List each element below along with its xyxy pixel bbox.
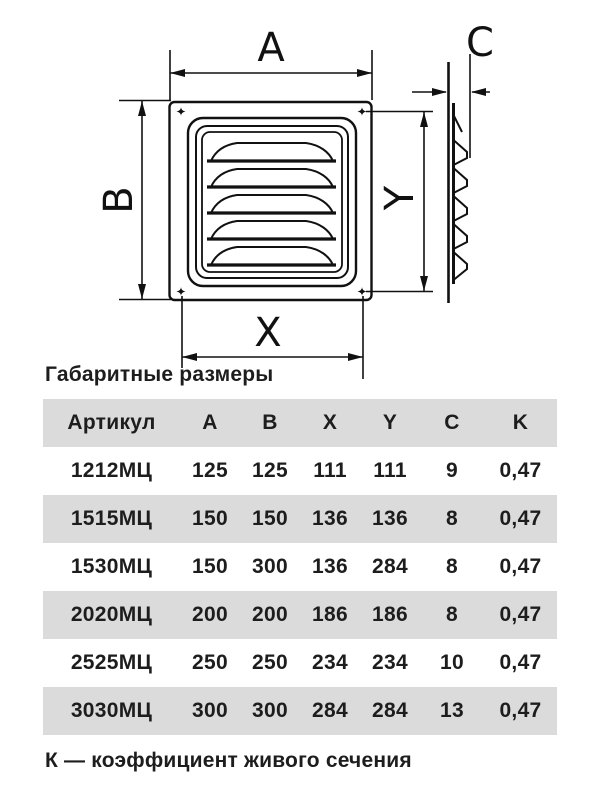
cell-article: 2525МЦ bbox=[70, 651, 153, 674]
cell: 284 bbox=[360, 687, 420, 735]
cell: 200 bbox=[240, 591, 300, 639]
dimension-a bbox=[170, 25, 372, 100]
table-row bbox=[43, 591, 557, 639]
col-header-article: Артикул bbox=[43, 399, 180, 447]
cell: 125 bbox=[192, 459, 228, 482]
cell: 300 bbox=[180, 687, 240, 735]
dimensions-table bbox=[43, 399, 557, 735]
table-row bbox=[43, 447, 557, 495]
footnote-k-coefficient: К — коэффициент живого сечения bbox=[45, 749, 412, 772]
cell: 0,47 bbox=[484, 495, 557, 543]
cell: 111 bbox=[313, 459, 347, 482]
dim-label-c: C bbox=[466, 20, 494, 66]
table-row bbox=[43, 495, 557, 543]
dim-label-b: B bbox=[96, 186, 142, 214]
dim-label-y: Y bbox=[377, 185, 423, 211]
louver-slats bbox=[207, 143, 336, 265]
cell: 8 bbox=[446, 555, 458, 578]
cell: 0,47 bbox=[499, 459, 542, 482]
cell: 111 bbox=[373, 459, 407, 482]
col-header-y: Y bbox=[360, 399, 420, 447]
cell-article: 1515МЦ bbox=[43, 495, 180, 543]
cell: 0,47 bbox=[484, 591, 557, 639]
cell: 9 bbox=[446, 459, 458, 482]
cell: 300 bbox=[252, 555, 288, 578]
cell: 136 bbox=[312, 555, 348, 578]
cell-article: 1530МЦ bbox=[70, 555, 153, 578]
cell: 200 bbox=[180, 591, 240, 639]
cell: 250 bbox=[192, 651, 228, 674]
screw-hole-icon bbox=[177, 107, 367, 296]
cell: 0,47 bbox=[499, 555, 542, 578]
cell: 186 bbox=[300, 591, 360, 639]
cell-article: 2020МЦ bbox=[43, 591, 180, 639]
cell: 150 bbox=[192, 555, 228, 578]
cell: 125 bbox=[252, 459, 288, 482]
cell: 0,47 bbox=[499, 651, 542, 674]
table-header-row bbox=[43, 399, 557, 447]
cell: 300 bbox=[240, 687, 300, 735]
table-row bbox=[43, 687, 557, 735]
cell-article: 1212МЦ bbox=[70, 459, 153, 482]
table-row bbox=[43, 543, 557, 591]
side-view bbox=[449, 62, 468, 303]
cell: 234 bbox=[312, 651, 348, 674]
cell: 136 bbox=[360, 495, 420, 543]
cell: 8 bbox=[420, 591, 484, 639]
section-title: Габаритные размеры bbox=[45, 363, 274, 386]
col-header-a: A bbox=[180, 399, 240, 447]
front-view bbox=[170, 102, 372, 300]
cell: 150 bbox=[180, 495, 240, 543]
col-header-c: C bbox=[420, 399, 484, 447]
dimension-b bbox=[96, 101, 171, 300]
cell: 250 bbox=[252, 651, 288, 674]
table-row bbox=[43, 639, 557, 687]
dim-label-x: X bbox=[254, 310, 282, 356]
cell: 13 bbox=[420, 687, 484, 735]
cell: 150 bbox=[240, 495, 300, 543]
cell: 284 bbox=[372, 555, 408, 578]
cell: 136 bbox=[300, 495, 360, 543]
cell: 284 bbox=[300, 687, 360, 735]
cell-article: 3030МЦ bbox=[43, 687, 180, 735]
cell: 0,47 bbox=[484, 687, 557, 735]
cell: 8 bbox=[420, 495, 484, 543]
col-header-x: X bbox=[300, 399, 360, 447]
cell: 234 bbox=[372, 651, 408, 674]
grille-dimension-drawing bbox=[0, 0, 600, 392]
col-header-b: B bbox=[240, 399, 300, 447]
dim-label-a: A bbox=[257, 25, 285, 71]
dimension-y bbox=[366, 112, 433, 292]
col-header-k: K bbox=[484, 399, 557, 447]
louver-profile-teeth bbox=[454, 140, 468, 280]
cell: 10 bbox=[440, 651, 464, 674]
cell: 186 bbox=[360, 591, 420, 639]
